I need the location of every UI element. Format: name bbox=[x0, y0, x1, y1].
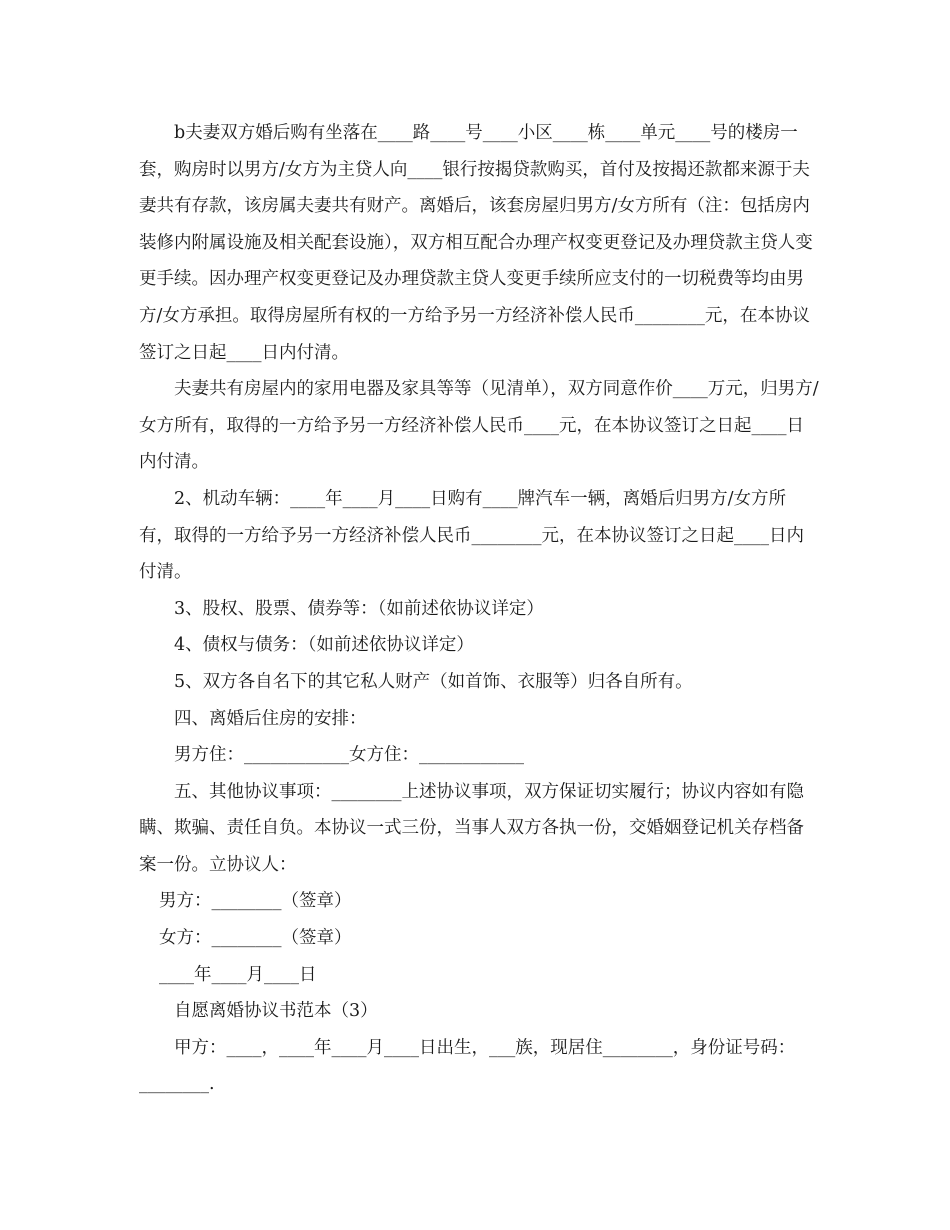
paragraph-private-property: 5、双方各自名下的其它私人财产（如首饰、衣服等）归各自所有。 bbox=[174, 671, 693, 692]
paragraph-stocks-bonds: 3、股权、股票、债券等：（如前述依协议详定） bbox=[174, 598, 544, 619]
section-heading-housing: 四、离婚后住房的安排： bbox=[174, 708, 367, 729]
document-body bbox=[139, 115, 819, 1103]
paragraph-other-matters: 五、其他协议事项：________上述协议事项，双方保证切实履行；协议内容如有隐瞒、欺骗、责任自负。本协议一式三份，当事人双方各执一份，交婚姻登记机关存档备案一份。立协议人： bbox=[139, 781, 804, 875]
signature-line-female: 女方：________（签章） bbox=[159, 928, 352, 949]
date-line: ____年____月____日 bbox=[159, 964, 317, 985]
paragraph-housing-arrangement: 男方住：____________女方住：____________ bbox=[174, 745, 524, 766]
sample-title: 自愿离婚协议书范本（3） bbox=[174, 1001, 378, 1022]
paragraph-household-appliances: 夫妻共有房屋内的家用电器及家具等等（见清单），双方同意作价____万元，归男方/女方所有，取得的一方给予另一方经济补偿人民币____元，在本协议签订之日起____日内付清。 bbox=[139, 379, 819, 473]
paragraph-party-a: 甲方：____，____年____月____日出生，___族，现居住________，身份证号码：________. bbox=[139, 1037, 796, 1095]
signature-line-male: 男方：________（签章） bbox=[159, 891, 352, 912]
paragraph-debts: 4、债权与债务：（如前述依协议详定） bbox=[174, 635, 474, 656]
paragraph-motor-vehicle: 2、机动车辆：____年____月____日购有____牌汽车一辆，离婚后归男方/女方所有，取得的一方给予另一方经济补偿人民币________元，在本协议签订之日起____日内付清。 bbox=[139, 488, 804, 583]
paragraph-house-property: b夫妻双方婚后购有坐落在____路____号____小区____栋____单元____号的楼房一套，购房时以男方/女方为主贷人向____银行按揭贷款购买，首付及按揭还款都来源于夫妻共有存款，该房属夫妻共有财产。离婚后，该套房屋归男方/女方所有（注：包括房内装修内附属设施及相关配套设施），双方相互配合办理产权变更登记及办理贷款主贷人变更手续。因办理产权变更登记及办理贷款主贷人变更手续所应支付的一切税费等均由男方/女方承担。取得房屋所有权的一方给予另一方经济补偿人民币________元，在本协议签订之日起____日内付清。 bbox=[139, 123, 813, 363]
